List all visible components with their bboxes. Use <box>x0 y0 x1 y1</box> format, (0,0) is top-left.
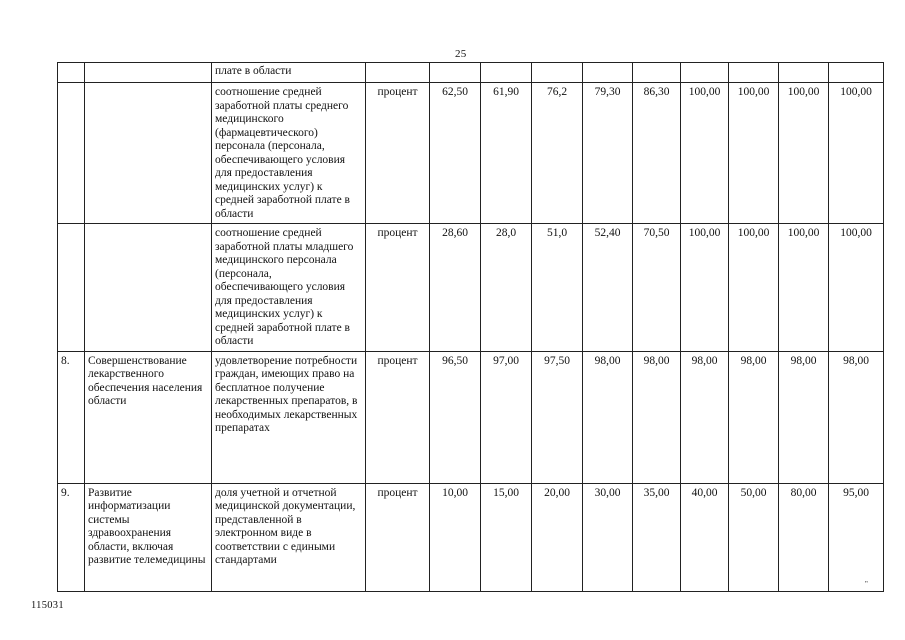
value-cell: 100,00 <box>729 83 779 224</box>
value-cell: 98,00 <box>633 351 681 483</box>
row-number <box>58 83 85 224</box>
value-cell: 95,00 <box>829 483 884 591</box>
page-number: 25 <box>455 48 467 60</box>
value-cell <box>481 63 532 83</box>
task-cell: Развитие информатизации системы здравоохранения области, включая развитие телемедицины <box>85 483 212 591</box>
value-cell: 100,00 <box>779 83 829 224</box>
value-cell: 62,50 <box>430 83 481 224</box>
row-number <box>58 224 85 352</box>
value-cell: 100,00 <box>681 224 729 352</box>
value-cell <box>829 63 884 83</box>
unit-cell: процент <box>366 83 430 224</box>
table-row <box>58 83 884 224</box>
task-cell <box>85 63 212 83</box>
value-cell: 98,00 <box>729 351 779 483</box>
corner-mark: " <box>865 580 868 588</box>
value-cell: 80,00 <box>779 483 829 591</box>
row-number <box>58 63 85 83</box>
value-cell: 100,00 <box>829 83 884 224</box>
value-cell <box>779 63 829 83</box>
row-number: 8. <box>58 351 85 483</box>
value-cell: 70,50 <box>633 224 681 352</box>
value-cell <box>729 63 779 83</box>
value-cell <box>583 63 633 83</box>
value-cell: 28,60 <box>430 224 481 352</box>
document-code: 115031 <box>31 600 64 611</box>
task-cell <box>85 83 212 224</box>
value-cell: 96,50 <box>430 351 481 483</box>
indicators-table <box>57 62 884 592</box>
indicator-cell: доля учетной и отчетной медицинской документации, представленной в электронном виде в соответствии с едиными стандартами <box>212 483 366 591</box>
value-cell: 98,00 <box>779 351 829 483</box>
table-row <box>58 483 884 591</box>
value-cell <box>681 63 729 83</box>
value-cell: 98,00 <box>681 351 729 483</box>
task-cell: Совершенствование лекарственного обеспечения населения области <box>85 351 212 483</box>
table-row <box>58 63 884 83</box>
indicator-cell: плате в области <box>212 63 366 83</box>
value-cell: 61,90 <box>481 83 532 224</box>
value-cell <box>430 63 481 83</box>
value-cell <box>633 63 681 83</box>
value-cell: 40,00 <box>681 483 729 591</box>
value-cell: 35,00 <box>633 483 681 591</box>
indicator-cell: соотношение средней заработной платы среднего медицинского (фармацевтического) персонала (персонала, обеспечивающего условия для предоставления медицинских услуг) к средней заработной плате в области <box>212 83 366 224</box>
value-cell: 86,30 <box>633 83 681 224</box>
value-cell: 20,00 <box>532 483 583 591</box>
value-cell: 100,00 <box>729 224 779 352</box>
value-cell: 10,00 <box>430 483 481 591</box>
table-row <box>58 224 884 352</box>
value-cell: 97,50 <box>532 351 583 483</box>
unit-cell <box>366 63 430 83</box>
task-cell <box>85 224 212 352</box>
unit-cell: процент <box>366 351 430 483</box>
value-cell: 28,0 <box>481 224 532 352</box>
value-cell: 98,00 <box>583 351 633 483</box>
value-cell <box>532 63 583 83</box>
value-cell: 100,00 <box>681 83 729 224</box>
value-cell: 98,00 <box>829 351 884 483</box>
row-number: 9. <box>58 483 85 591</box>
value-cell: 15,00 <box>481 483 532 591</box>
unit-cell: процент <box>366 224 430 352</box>
indicator-cell: соотношение средней заработной платы младшего медицинского персонала (персонала, обеспечивающего условия для предоставления медицинских услуг) к средней заработной плате в области <box>212 224 366 352</box>
value-cell: 79,30 <box>583 83 633 224</box>
value-cell: 50,00 <box>729 483 779 591</box>
value-cell: 76,2 <box>532 83 583 224</box>
value-cell: 100,00 <box>829 224 884 352</box>
indicator-cell: удовлетворение потребности граждан, имеющих право на бесплатное получение лекарственных препаратов, в необходимых лекарственных препаратах <box>212 351 366 483</box>
value-cell: 97,00 <box>481 351 532 483</box>
value-cell: 51,0 <box>532 224 583 352</box>
value-cell: 100,00 <box>779 224 829 352</box>
unit-cell: процент <box>366 483 430 591</box>
table-row <box>58 351 884 483</box>
value-cell: 30,00 <box>583 483 633 591</box>
value-cell: 52,40 <box>583 224 633 352</box>
